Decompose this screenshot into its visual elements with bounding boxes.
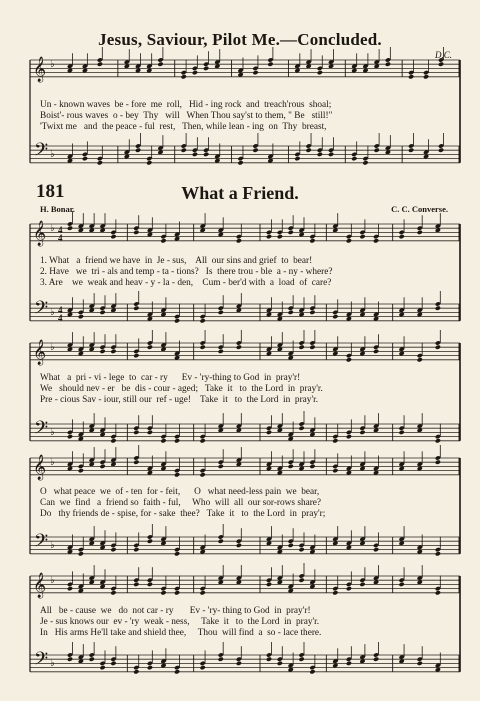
lyric-line: Do thy friends de - spise, for - sake thee? Take it to the Lord in pray'r;	[40, 509, 326, 519]
note-head	[147, 345, 153, 350]
note-head	[373, 238, 379, 243]
lyric-line: 2. Have we tri - als and temp - ta - tions? Is there trou - ble a - ny - where?	[40, 267, 333, 277]
note-head	[373, 349, 379, 354]
lyric-line: 3. Are we weak and heav - y - la - den, Cum - ber'd with a load of care?	[40, 278, 332, 288]
note-head	[181, 148, 187, 153]
time-signature: 4	[58, 313, 63, 323]
note-head	[160, 590, 166, 595]
note-head	[351, 156, 357, 161]
note-head	[110, 349, 116, 354]
note-head	[218, 464, 224, 469]
note-head	[277, 661, 283, 666]
note-head	[299, 657, 305, 662]
clef-icon: 𝄞	[33, 221, 47, 246]
note-head	[133, 353, 139, 358]
lyric-line: 'Twixt me and the peace - ful rest, Then, while lean - ing on Thy breast,	[40, 122, 327, 132]
note-head	[317, 152, 323, 157]
note-head	[147, 430, 153, 435]
note-head	[78, 468, 84, 473]
flat-icon: ♭	[50, 307, 55, 318]
note-head	[237, 160, 243, 165]
note-head	[147, 665, 153, 670]
note-head	[135, 148, 141, 153]
note-head	[100, 464, 106, 469]
note-head	[266, 234, 272, 239]
note-head	[218, 310, 224, 315]
note-head	[299, 426, 305, 431]
flat-icon: ♭	[50, 457, 55, 468]
flat-icon: ♭	[50, 342, 55, 353]
note-head	[174, 318, 180, 323]
flat-icon: ♭	[50, 223, 55, 234]
lyric-line: Boist'- rous waves o - bey Thy will When Thou say'st to them, " Be still!"	[40, 111, 333, 121]
note-head	[218, 539, 224, 544]
note-head	[236, 345, 242, 350]
note-head	[78, 551, 84, 556]
flat-icon: ♭	[50, 575, 55, 586]
hymn-number: 181	[36, 181, 65, 202]
note-head	[435, 345, 441, 350]
clef-icon: 𝄢	[34, 140, 49, 165]
note-head	[267, 62, 273, 67]
note-head	[200, 345, 206, 350]
time-signature: 4	[58, 233, 63, 243]
note-head	[346, 434, 352, 439]
note-head	[288, 230, 294, 235]
page-title: Jesus, Saviour, Pilot Me.—Concluded.	[98, 30, 382, 49]
note-head	[266, 430, 272, 435]
note-head	[332, 590, 338, 595]
note-head	[317, 70, 323, 75]
note-head	[97, 62, 103, 67]
note-head	[133, 460, 139, 465]
note-head	[373, 547, 379, 552]
note-head	[252, 148, 258, 153]
lyric-line: We should nev - er be dis - cour - aged; Take it to the Lord in pray'r.	[40, 384, 323, 394]
note-head	[346, 661, 352, 666]
note-head	[174, 551, 180, 556]
note-head	[174, 590, 180, 595]
note-head	[97, 160, 103, 165]
note-head	[309, 238, 315, 243]
clef-icon: 𝄢	[34, 649, 49, 674]
clef-icon: 𝄞	[33, 573, 47, 598]
note-head	[435, 460, 441, 465]
clef-icon: 𝄢	[34, 531, 49, 556]
note-head	[147, 582, 153, 587]
note-head	[299, 345, 305, 350]
flat-icon: ♭	[50, 540, 55, 551]
note-head	[133, 582, 139, 587]
note-head	[277, 234, 283, 239]
note-head	[160, 238, 166, 243]
note-head	[200, 590, 206, 595]
note-head	[67, 586, 73, 591]
note-head	[328, 152, 334, 157]
note-head	[435, 551, 441, 556]
note-head	[332, 468, 338, 473]
note-head	[174, 438, 180, 443]
note-head	[306, 148, 312, 153]
note-head	[435, 590, 441, 595]
note-head	[192, 70, 198, 75]
note-head	[346, 586, 352, 591]
note-head	[67, 657, 73, 662]
note-head	[78, 314, 84, 319]
lyric-line: O what peace we of - ten for - feit, O what need-less pain we bear,	[40, 487, 320, 497]
note-head	[373, 657, 379, 662]
flat-icon: ♭	[50, 427, 55, 438]
note-head	[133, 306, 139, 311]
note-head	[399, 430, 405, 435]
note-head	[110, 438, 116, 443]
note-head	[417, 357, 423, 362]
note-head	[203, 66, 209, 71]
clef-icon: 𝄞	[33, 455, 47, 480]
note-head	[236, 238, 242, 243]
clef-icon: 𝄢	[34, 418, 49, 443]
note-head	[299, 578, 305, 583]
note-head	[100, 310, 106, 315]
note-head	[100, 349, 106, 354]
note-head	[252, 70, 258, 75]
note-head	[423, 74, 429, 79]
note-head	[359, 582, 365, 587]
note-head	[346, 357, 352, 362]
note-head	[332, 438, 338, 443]
flat-icon: ♭	[50, 658, 55, 669]
note-head	[438, 148, 444, 153]
note-head	[110, 547, 116, 552]
note-head	[200, 318, 206, 323]
note-head	[435, 306, 441, 311]
clef-icon: 𝄢	[34, 298, 49, 323]
note-head	[288, 543, 294, 548]
note-head	[309, 310, 315, 315]
hymn-author: H. Bonar.	[40, 204, 75, 214]
note-head	[200, 472, 206, 477]
flat-icon: ♭	[50, 149, 55, 160]
note-head	[160, 438, 166, 443]
dc-marking: D.C.	[434, 50, 452, 60]
note-head	[110, 590, 116, 595]
note-head	[110, 661, 116, 666]
clef-icon: 𝄞	[33, 340, 47, 365]
clef-icon: 𝄞	[33, 57, 47, 82]
note-head	[362, 160, 368, 165]
note-head	[133, 547, 139, 552]
lyric-line: Un - known waves be - fore me roll, Hid - ing rock and treach'rous shoal;	[40, 100, 332, 110]
note-head	[146, 160, 152, 165]
note-head	[174, 669, 180, 674]
note-head	[147, 539, 153, 544]
note-head	[288, 310, 294, 315]
note-head	[399, 234, 405, 239]
note-head	[266, 582, 272, 587]
note-head	[67, 226, 73, 231]
note-head	[309, 464, 315, 469]
note-head	[294, 156, 300, 161]
note-head	[435, 438, 441, 443]
time-signature: 4	[58, 225, 63, 235]
note-head	[266, 657, 272, 662]
time-signature: 4	[58, 305, 63, 315]
lyric-line: 1. What a friend we have in Je - sus, All our sins and grief to bear!	[40, 256, 313, 266]
note-head	[236, 543, 242, 548]
note-head	[218, 349, 224, 354]
lyric-line: Je - sus knows our ev - 'ry weak - ness, Take it to the Lord in pray'r.	[40, 617, 320, 627]
note-head	[110, 234, 116, 239]
note-head	[288, 464, 294, 469]
note-head	[89, 657, 95, 662]
note-head	[374, 148, 380, 153]
hymn-title: What a Friend.	[181, 183, 299, 203]
note-head	[309, 345, 315, 350]
note-head	[181, 74, 187, 79]
lyric-line: What a pri - vi - lege to car - ry Ev - 'ry-thing to God in pray'r!	[40, 373, 301, 383]
lyric-line: Can we find a friend so faith - ful, Who will all our sor-rows share?	[40, 498, 322, 508]
note-head	[157, 62, 163, 67]
note-head	[67, 434, 73, 439]
note-head	[417, 661, 423, 666]
note-head	[133, 430, 139, 435]
note-head	[133, 669, 139, 674]
flat-icon: ♭	[50, 59, 55, 70]
note-head	[200, 438, 206, 443]
note-head	[133, 230, 139, 235]
note-head	[200, 665, 206, 670]
hymn-composer: C. C. Converse.	[391, 204, 448, 214]
note-head	[299, 547, 305, 552]
note-head	[82, 156, 88, 161]
note-head	[236, 661, 242, 666]
note-head	[359, 430, 365, 435]
note-head	[346, 238, 352, 243]
note-head	[408, 74, 414, 79]
note-head	[309, 669, 315, 674]
note-head	[192, 152, 198, 157]
note-head	[408, 148, 414, 153]
note-head	[417, 230, 423, 235]
note-head	[385, 62, 391, 67]
note-head	[332, 314, 338, 319]
lyric-line: Pre - cious Sav - iour, still our ref - uge! Take it to the Lord in pray'r.	[40, 395, 319, 405]
note-head	[399, 582, 405, 587]
lyric-line: All be - cause we do not car - ry Ev - 'ry- thing to God in pray'r!	[40, 606, 311, 616]
note-head	[438, 62, 444, 67]
lyric-line: In His arms He'll take and shield thee, Thou will find a so - lace there.	[40, 628, 322, 638]
note-head	[203, 152, 209, 157]
note-head	[218, 657, 224, 662]
note-head	[100, 665, 106, 670]
note-head	[174, 472, 180, 477]
note-head	[359, 234, 365, 239]
